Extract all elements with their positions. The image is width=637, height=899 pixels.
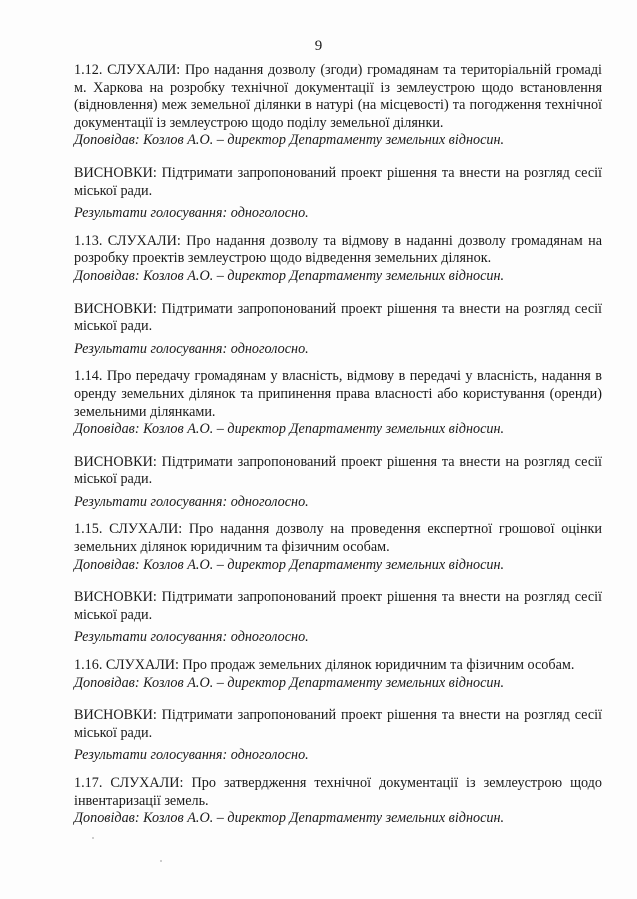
speaker-line: Доповідав: Козлов А.О. – директор Департаменту земельних відносин. — [74, 810, 505, 827]
item-heading: 1.17. СЛУХАЛИ: Про затвердження технічної документації із землеустрою щодо інвентаризації земель. — [74, 775, 602, 809]
item-heading: 1.15. СЛУХАЛИ: Про надання дозволу на проведення експертної грошової оцінки земельних ділянок юридичним та фізичним особам. — [74, 521, 602, 556]
protocol-content — [74, 62, 602, 828]
conclusion-line: ВИСНОВКИ: Підтримати запропонований проект рішення та внести на розгляд сесії міської ради. — [74, 453, 602, 488]
speaker-line: Доповідав: Козлов А.О. – директор Департаменту земельних відносин. — [74, 267, 505, 284]
agenda-item-1-15 — [74, 521, 602, 647]
speaker-line: Доповідав: Козлов А.О. – директор Департаменту земельних відносин. — [74, 674, 505, 691]
item-heading: 1.13. СЛУХАЛИ: Про надання дозволу та відмову в наданні дозволу громадянам на розробку проектів землеустрою щодо відведення земельних ділянок. — [74, 232, 602, 267]
agenda-item-1-13 — [74, 233, 602, 359]
speaker-line: Доповідав: Козлов А.О. – директор Департаменту земельних відносин. — [74, 421, 505, 438]
vote-result: Результати голосування: одноголосно. — [74, 340, 309, 357]
vote-result: Результати голосування: одноголосно. — [74, 205, 309, 222]
vote-result: Результати голосування: одноголосно. — [74, 747, 309, 764]
conclusion-line: ВИСНОВКИ: Підтримати запропонований проект рішення та внести на розгляд сесії міської ради. — [74, 164, 602, 199]
item-heading: 1.14. Про передачу громадянам у власність, відмову в передачі у власність, надання в оренду земельних ділянок та припинення права власності або користування (оренди) земельними ділянками. — [74, 368, 602, 420]
agenda-item-1-12 — [74, 62, 602, 223]
speaker-line: Доповідав: Козлов А.О. – директор Департаменту земельних відносин. — [74, 132, 505, 149]
page-number: 9 — [314, 38, 323, 54]
agenda-item-1-17 — [74, 775, 602, 828]
agenda-item-1-16 — [74, 657, 602, 765]
agenda-item-1-14 — [74, 368, 602, 511]
scan-speck — [160, 860, 162, 862]
vote-result: Результати голосування: одноголосно. — [74, 629, 309, 646]
item-heading: 1.16. СЛУХАЛИ: Про продаж земельних ділянок юридичним та фізичним особам. — [74, 657, 575, 674]
item-heading: 1.12. СЛУХАЛИ: Про надання дозволу (згоди) громадянам та територіальній громаді м. Харкова на розробку технічної документації із землеустрою щодо встановлення (відновлення) меж земельної ділянки в натурі (на місцевості) та погодження технічної документації із землеустрою щодо поділу земельної ділянки. — [74, 62, 602, 131]
conclusion-line: ВИСНОВКИ: Підтримати запропонований проект рішення та внести на розгляд сесії міської ради. — [74, 589, 602, 623]
conclusion-line: ВИСНОВКИ: Підтримати запропонований проект рішення та внести на розгляд сесії міської ради. — [74, 707, 602, 741]
conclusion-line: ВИСНОВКИ: Підтримати запропонований проект рішення та внести на розгляд сесії міської ради. — [74, 300, 602, 335]
vote-result: Результати голосування: одноголосно. — [74, 493, 309, 510]
scan-speck — [92, 837, 94, 839]
speaker-line: Доповідав: Козлов А.О. – директор Департаменту земельних відносин. — [74, 556, 505, 573]
